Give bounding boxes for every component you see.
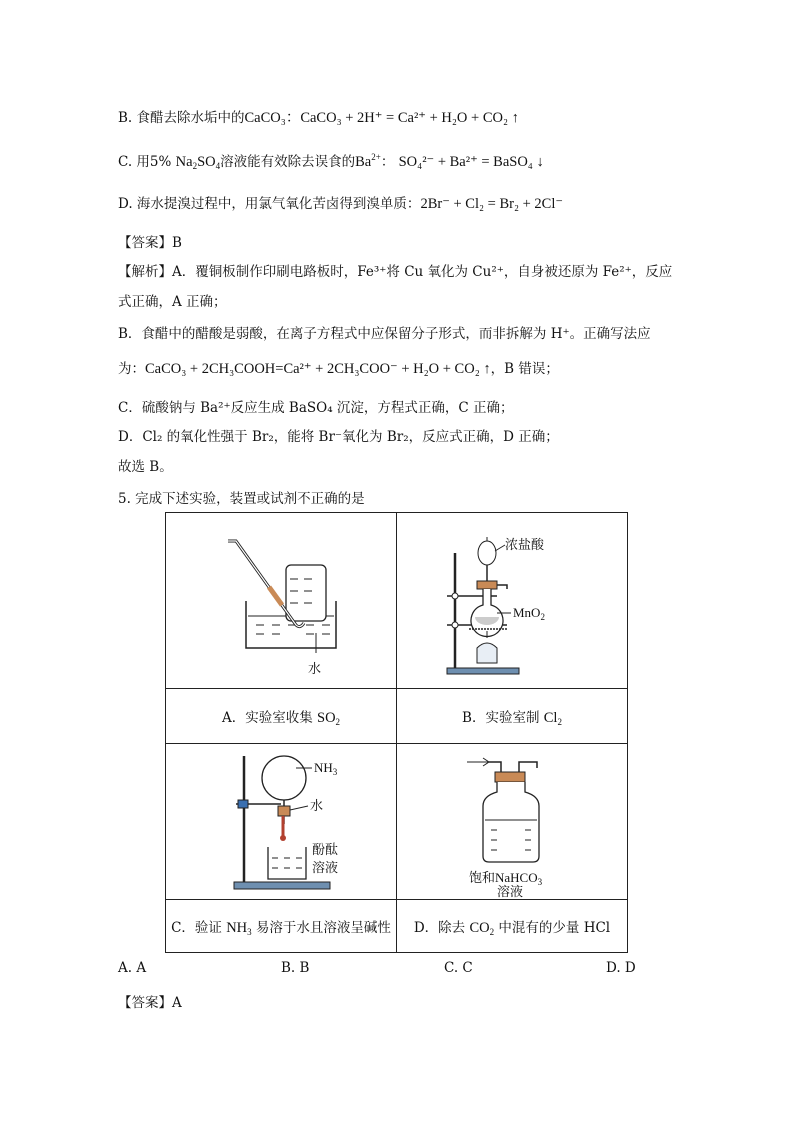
option-c-ion: $Ba^{2+}$ [355, 152, 381, 170]
question-5-stem: 5. 完成下述实验，装置或试剂不正确的是 [118, 491, 365, 507]
label-solution-d: 溶液 [497, 885, 524, 899]
option-c-formula: SO₄²⁻ + Ba²⁺ = BaSO₄ ↓ [398, 154, 544, 170]
option-b-line [118, 106, 519, 127]
cell-a-figure [166, 513, 397, 689]
option-d-formula: 2Br⁻ + Cl₂ = Br₂ + 2Cl⁻ [420, 196, 564, 212]
analysis-b-line2 [118, 357, 559, 378]
cell-d-figure [397, 744, 628, 900]
cell-d-caption: D．除去 $CO_2$ 中混有的少量 HCl [397, 900, 628, 953]
label-nh3: $NH_3$ [314, 760, 338, 777]
fountain-experiment-diagram [166, 744, 396, 899]
choice-a[interactable]: A. A [118, 960, 147, 976]
analysis-a-line1: 【解析】A．覆铜板制作印刷电路板时，Fe³⁺将 Cu 氧化为 Cu²⁺，自身被还原为 Fe²⁺，反应 [118, 264, 673, 280]
option-d-prefix: D. 海水提溴过程中，用氯气氧化苦卤得到溴单质： [118, 196, 421, 212]
option-c-mid: 溶液能有效除去误食的 [220, 154, 356, 170]
label-solution-c: 溶液 [312, 861, 339, 876]
gas-washing-bottle-diagram [397, 744, 627, 899]
analysis-b-line1: B．食醋中的醋酸是弱酸，在离子方程式中应保留分子形式，而非拆解为 H⁺。正确写法应 [118, 326, 651, 342]
choice-c[interactable]: C. C [444, 960, 473, 976]
analysis-conclusion: 故选 B。 [118, 459, 173, 475]
option-b-formula: CaCO₃：CaCO₃ + 2H⁺ = Ca²⁺ + H₂O + CO₂ ↑ [244, 110, 519, 126]
answer-label: 【答案】B [118, 235, 182, 251]
cell-c-caption: C．验证 $NH_3$ 易溶于水且溶液呈碱性 [166, 900, 397, 953]
chlorine-generator-diagram [397, 513, 627, 688]
analysis-b-prefix: 为： [118, 361, 145, 377]
label-conc-hcl: 浓盐酸 [505, 538, 545, 553]
choice-d[interactable]: D. D [606, 960, 636, 976]
cell-b-caption: B．实验室制 $Cl_2$ [397, 689, 628, 744]
label-phenolphthalein: 酚酞 [312, 843, 339, 858]
gas-collection-diagram [166, 513, 396, 688]
cell-b-figure [397, 513, 628, 689]
cell-a-caption: A．实验室收集 $SO_2$ [166, 689, 397, 744]
option-c-reagent: $Na_2SO_4$ [175, 154, 221, 171]
cell-c-figure [166, 744, 397, 900]
choice-b[interactable]: B. B [281, 960, 310, 976]
label-water: 水 [308, 662, 322, 677]
label-sat-nahco3: 饱和NaHCO$_3$ [469, 870, 543, 887]
label-water-c: 水 [310, 799, 324, 814]
option-c-prefix: C. 用5% [118, 154, 172, 170]
analysis-a-line2: 式正确，A 正确； [118, 294, 227, 310]
label-mno2: MnO$_2$ [513, 605, 545, 622]
option-d-line [118, 192, 563, 213]
answer-label-2: 【答案】A [118, 995, 182, 1011]
apparatus-table [165, 512, 628, 953]
analysis-c-line: C．硫酸钠与 Ba²⁺反应生成 BaSO₄ 沉淀，方程式正确，C 正确； [118, 400, 514, 416]
option-c-line: C. 用5% $Na_2SO_4$溶液能有效除去误食的$Ba^{2+}$： SO₄²⁻ + Ba²⁺ = BaSO₄ ↓ [118, 152, 544, 171]
analysis-b-formula: CaCO₃ + 2CH₃COOH=Ca²⁺ + 2CH₃COO⁻ + H₂O + CO₂ ↑ [145, 361, 491, 377]
analysis-b-suffix: ，B 错误； [490, 361, 559, 377]
option-b-prefix: B. 食醋去除水垢中的 [118, 110, 245, 126]
analysis-d-line: D．Cl₂ 的氧化性强于 Br₂，能将 Br⁻氧化为 Br₂，反应式正确，D 正确； [118, 429, 559, 445]
